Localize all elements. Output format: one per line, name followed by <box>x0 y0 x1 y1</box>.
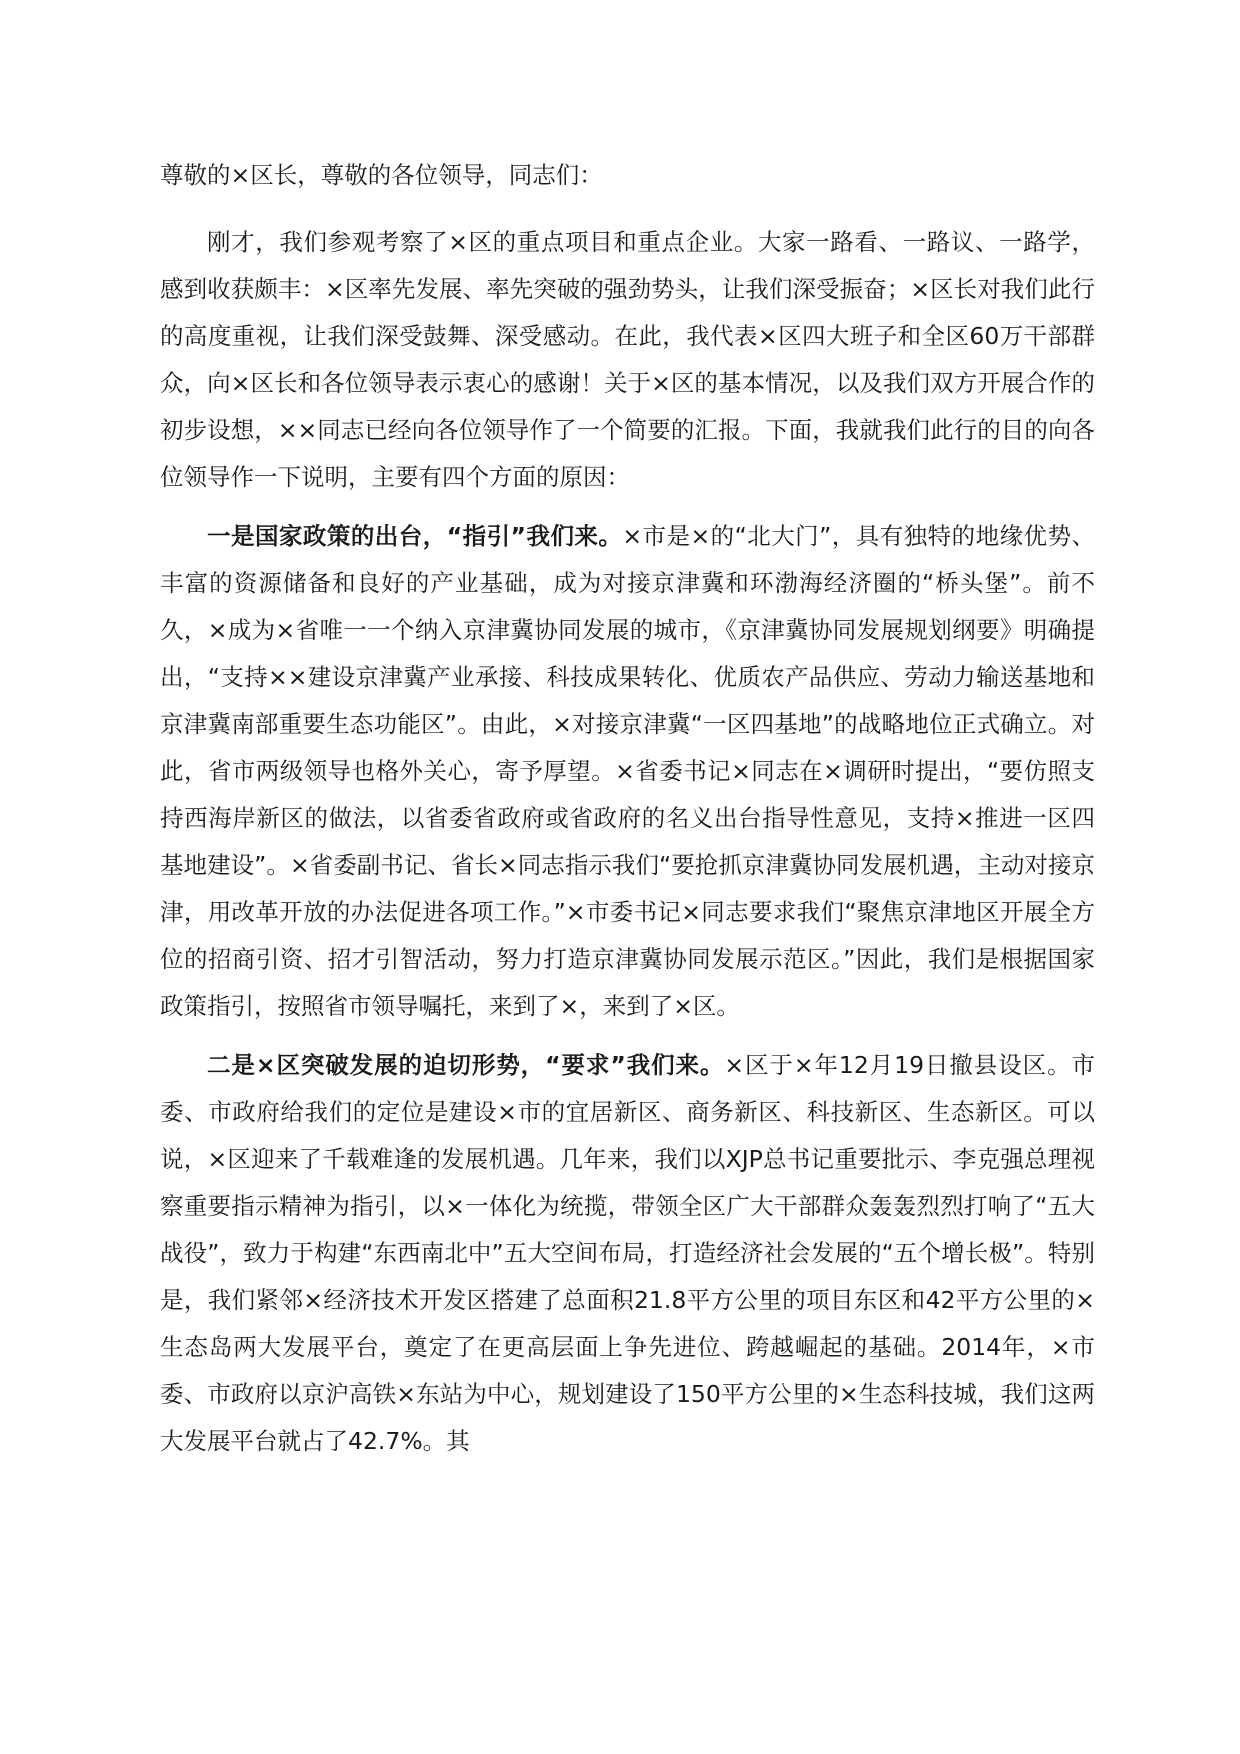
paragraph-reason-two <box>160 1042 1095 1465</box>
paragraph-text: ×区于×年12月19日撤县设区。市委、市政府给我们的定位是建设×市的宜居新区、商务新区、科技新区、生态新区。可以说，×区迎来了千载难逢的发展机遇。几年来，我们以XJP总书记重要批示、李克强总理视察重要指示精神为指引，以×一体化为统揽，带领全区广大干部群众轰轰烈烈打响了“五大战役”，致力于构建“东西南北中”五大空间布局，打造经济社会发展的“五个增长极”。特别是，我们紧邻×经济技术开发区搭建了总面积21.8平方公里的项目东区和42平方公里的×生态岛两大发展平台，奠定了在更高层面上争先进位、跨越崛起的基础。2014年，×市委、市政府以京沪高铁×东站为中心，规划建设了150平方公里的×生态科技城，我们这两大发展平台就占了42.7%。其 <box>160 1051 1095 1455</box>
paragraph-intro <box>160 219 1095 501</box>
document-page <box>160 152 1095 1477</box>
paragraph-reason-one <box>160 513 1095 1030</box>
paragraph-lead: 二是×区突破发展的迫切形势，“要求”我们来。 <box>207 1051 725 1079</box>
paragraph-text: 刚才，我们参观考察了×区的重点项目和重点企业。大家一路看、一路议、一路学，感到收获颇丰：×区率先发展、率先突破的强劲势头，让我们深受振奋；×区长对我们此行的高度重视，让我们深受鼓舞、深受感动。在此，我代表×区四大班子和全区60万干部群众，向×区长和各位领导表示衷心的感谢！关于×区的基本情况，以及我们双方开展合作的初步设想，××同志已经向各位领导作了一个简要的汇报。下面，我就我们此行的目的向各位领导作一下说明，主要有四个方面的原因： <box>160 228 1095 491</box>
salutation: 尊敬的×区长，尊敬的各位领导，同志们： <box>160 161 603 189</box>
paragraph-text: ×市是×的“北大门”，具有独特的地缘优势、丰富的资源储备和良好的产业基础，成为对接京津冀和环渤海经济圈的“桥头堡”。前不久，×成为×省唯一一个纳入京津冀协同发展的城市，《京津冀协同发展规划纲要》明确提出，“支持××建设京津冀产业承接、科技成果转化、优质农产品供应、劳动力输送基地和京津冀南部重要生态功能区”。由此，×对接京津冀“一区四基地”的战略地位正式确立。对此，省市两级领导也格外关心，寄予厚望。×省委书记×同志在×调研时提出，“要仿照支持西海岸新区的做法，以省委省政府或省政府的名义出台指导性意见，支持×推进一区四基地建设”。×省委副书记、省长×同志指示我们“要抢抓京津冀协同发展机遇，主动对接京津，用改革开放的办法促进各项工作。”×市委书记×同志要求我们“聚焦京津地区开展全方位的招商引资、招才引智活动，努力打造京津冀协同发展示范区。”因此，我们是根据国家政策指引，按照省市领导嘱托，来到了×，来到了×区。 <box>160 522 1095 1020</box>
paragraph-lead: 一是国家政策的出台，“指引”我们来。 <box>207 522 623 550</box>
